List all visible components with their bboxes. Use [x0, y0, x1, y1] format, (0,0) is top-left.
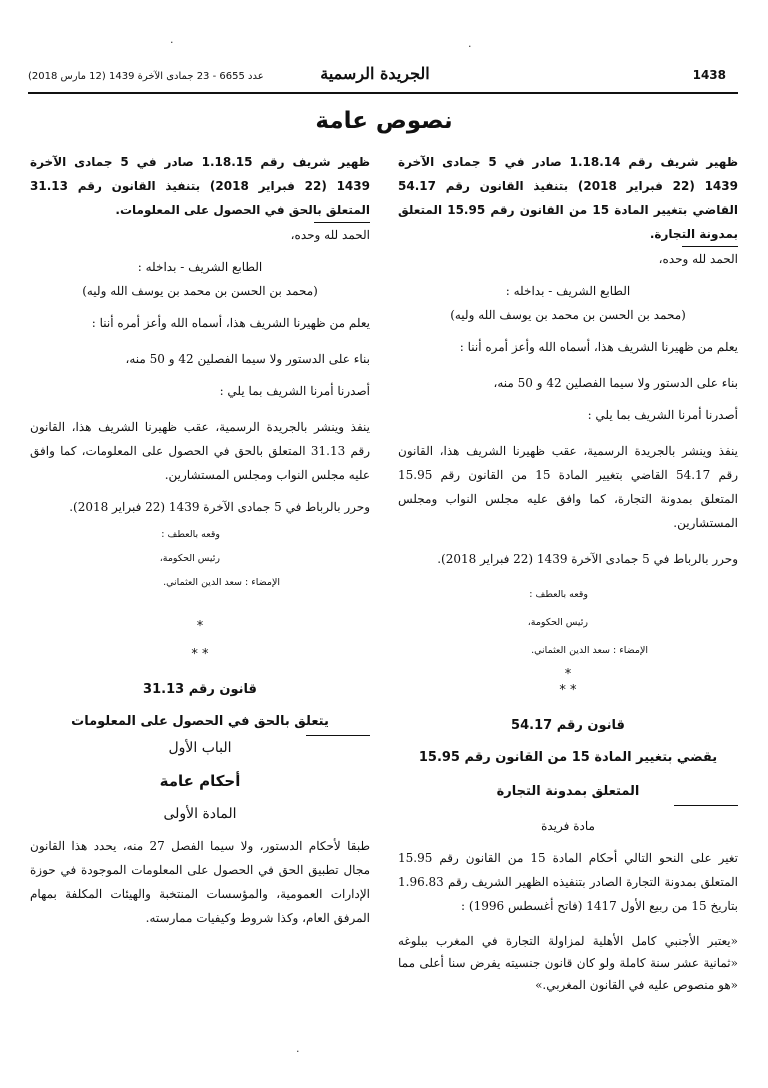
seal-name: (محمد بن الحسن بن محمد بن يوسف الله وليه) — [82, 284, 318, 298]
separator — [674, 805, 738, 806]
dahir-title: ظهير شريف رقم 1.18.15 صادر في 5 جمادى الآخرة 1439 (22 فبراير 2018) بتنفيذ القانون رقم 31.13 المتعلق بالحق في الحصول على المعلومات. — [30, 155, 370, 217]
decree-intro: أصدرنا أمرنا الشريف بما يلي : — [219, 384, 370, 398]
done-at: وحرر بالرباط في 5 جمادى الآخرة 1439 (22 فبراير 2018). — [437, 552, 738, 566]
star-divider-bottom: * * — [191, 647, 209, 662]
signature: الإمضاء : سعد الدين العثماني. — [531, 645, 648, 656]
page-number: 1438 — [692, 68, 726, 82]
amended-text-quote: «يعتبر الأجنبي كامل الأهلية لمزاولة التجارة في المغرب ببلوغه «ثمانية عشر سنة كاملة ولو كان قانون جنسيته يفرض سنا أعلى مما «هو منصوص عليه في القانون المغربي.» — [398, 934, 738, 992]
legal-basis: بناء على الدستور ولا سيما الفصلين 42 و 50 منه، — [493, 376, 738, 390]
scan-mark: · — [170, 36, 174, 49]
scan-mark: · — [468, 40, 472, 53]
header-rule — [28, 92, 738, 94]
chapter-heading: الباب الأول — [168, 740, 232, 756]
law-number: قانون رقم 31.13 — [143, 682, 257, 697]
article-body: طبقا لأحكام الدستور، ولا سيما الفصل 27 منه، يحدد هذا القانون مجال تطبيق الحق في الحصول على المعلومات الموجودة في حوزة الإدارات العمومية، والمؤسسات المنتخبة والهيئات المكلفة بمهام المرفق العام، وكذا شروط وكيفيات ممارسته. — [30, 839, 370, 925]
law-subject-line-2: المتعلق بمدونة التجارة — [496, 784, 640, 799]
legal-basis: بناء على الدستور ولا سيما الفصلين 42 و 50 منه، — [125, 352, 370, 366]
scan-mark: · — [296, 1045, 300, 1058]
decree-body: ينفذ وينشر بالجريدة الرسمية، عقب ظهيرنا الشريف هذا، القانون رقم 54.17 القاضي بتغيير المادة 15 من القانون رقم 15.95 المتعلق بمدونة التجارة، كما وافق عليه مجلس النواب ومجلس المستشارين. — [398, 444, 739, 530]
praise-line: الحمد لله وحده، — [658, 252, 738, 266]
section-title: نصوص عامة — [315, 108, 453, 134]
decree-intro: أصدرنا أمرنا الشريف بما يلي : — [587, 408, 738, 422]
star-divider-top: * — [564, 667, 572, 682]
seal-label: الطابع الشريف - بداخله : — [137, 260, 263, 274]
head-of-government: رئيس الحكومة، — [527, 617, 588, 628]
praise-line: الحمد لله وحده، — [290, 228, 370, 242]
seal-name: (محمد بن الحسن بن محمد بن يوسف الله وليه) — [450, 308, 686, 322]
signature: الإمضاء : سعد الدين العثماني. — [163, 577, 280, 588]
law-number: قانون رقم 54.17 — [511, 718, 625, 733]
decree-body: ينفذ وينشر بالجريدة الرسمية، عقب ظهيرنا الشريف هذا، القانون رقم 31.13 المتعلق بالحق في الحصول على المعلومات، كما وافق عليه مجلس النواب ومجلس المستشارين. — [30, 420, 370, 482]
head-of-government: رئيس الحكومة، — [159, 553, 220, 564]
announcement: يعلم من ظهيرنا الشريف هذا، أسماه الله وأعز أمره أننا : — [459, 340, 738, 354]
chapter-title: أحكام عامة — [159, 772, 241, 790]
article-heading: المادة الأولى — [163, 806, 237, 822]
issue-info: عدد 6655 - 23 جمادى الآخرة 1439 (12 مارس 2018) — [28, 71, 264, 82]
star-divider-bottom: * * — [559, 683, 577, 698]
single-article-heading: مادة فريدة — [541, 819, 595, 833]
law-subject: يتعلق بالحق في الحصول على المعلومات — [71, 714, 329, 729]
gazette-title: الجريدة الرسمية — [320, 64, 430, 83]
countersigned: وقعه بالعطف : — [161, 529, 220, 540]
countersigned: وقعه بالعطف : — [529, 589, 588, 600]
announcement: يعلم من ظهيرنا الشريف هذا، أسماه الله وأعز أمره أننا : — [91, 316, 370, 330]
left-column — [30, 150, 370, 1070]
star-divider-top: * — [196, 619, 204, 634]
right-column — [398, 150, 738, 1070]
article-body: تغير على النحو التالي أحكام المادة 15 من القانون رقم 15.95 المتعلق بمدونة التجارة الصادر بتنفيذه الظهير الشريف رقم 1.96.83 بتاريخ 15 من ربيع الأول 1417 (فاتح أغسطس 1996) : — [398, 851, 738, 913]
law-subject-line-1: يقضي بتغيير المادة 15 من القانون رقم 15.95 — [418, 750, 718, 765]
dahir-title: ظهير شريف رقم 1.18.14 صادر في 5 جمادى الآخرة 1439 (22 فبراير 2018) بتنفيذ القانون رقم 54.17 القاضي بتغيير المادة 15 من القانون رقم 15.95 المتعلق بمدونة التجارة. — [398, 155, 738, 241]
done-at: وحرر بالرباط في 5 جمادى الآخرة 1439 (22 فبراير 2018). — [69, 500, 370, 514]
seal-label: الطابع الشريف - بداخله : — [505, 284, 631, 298]
